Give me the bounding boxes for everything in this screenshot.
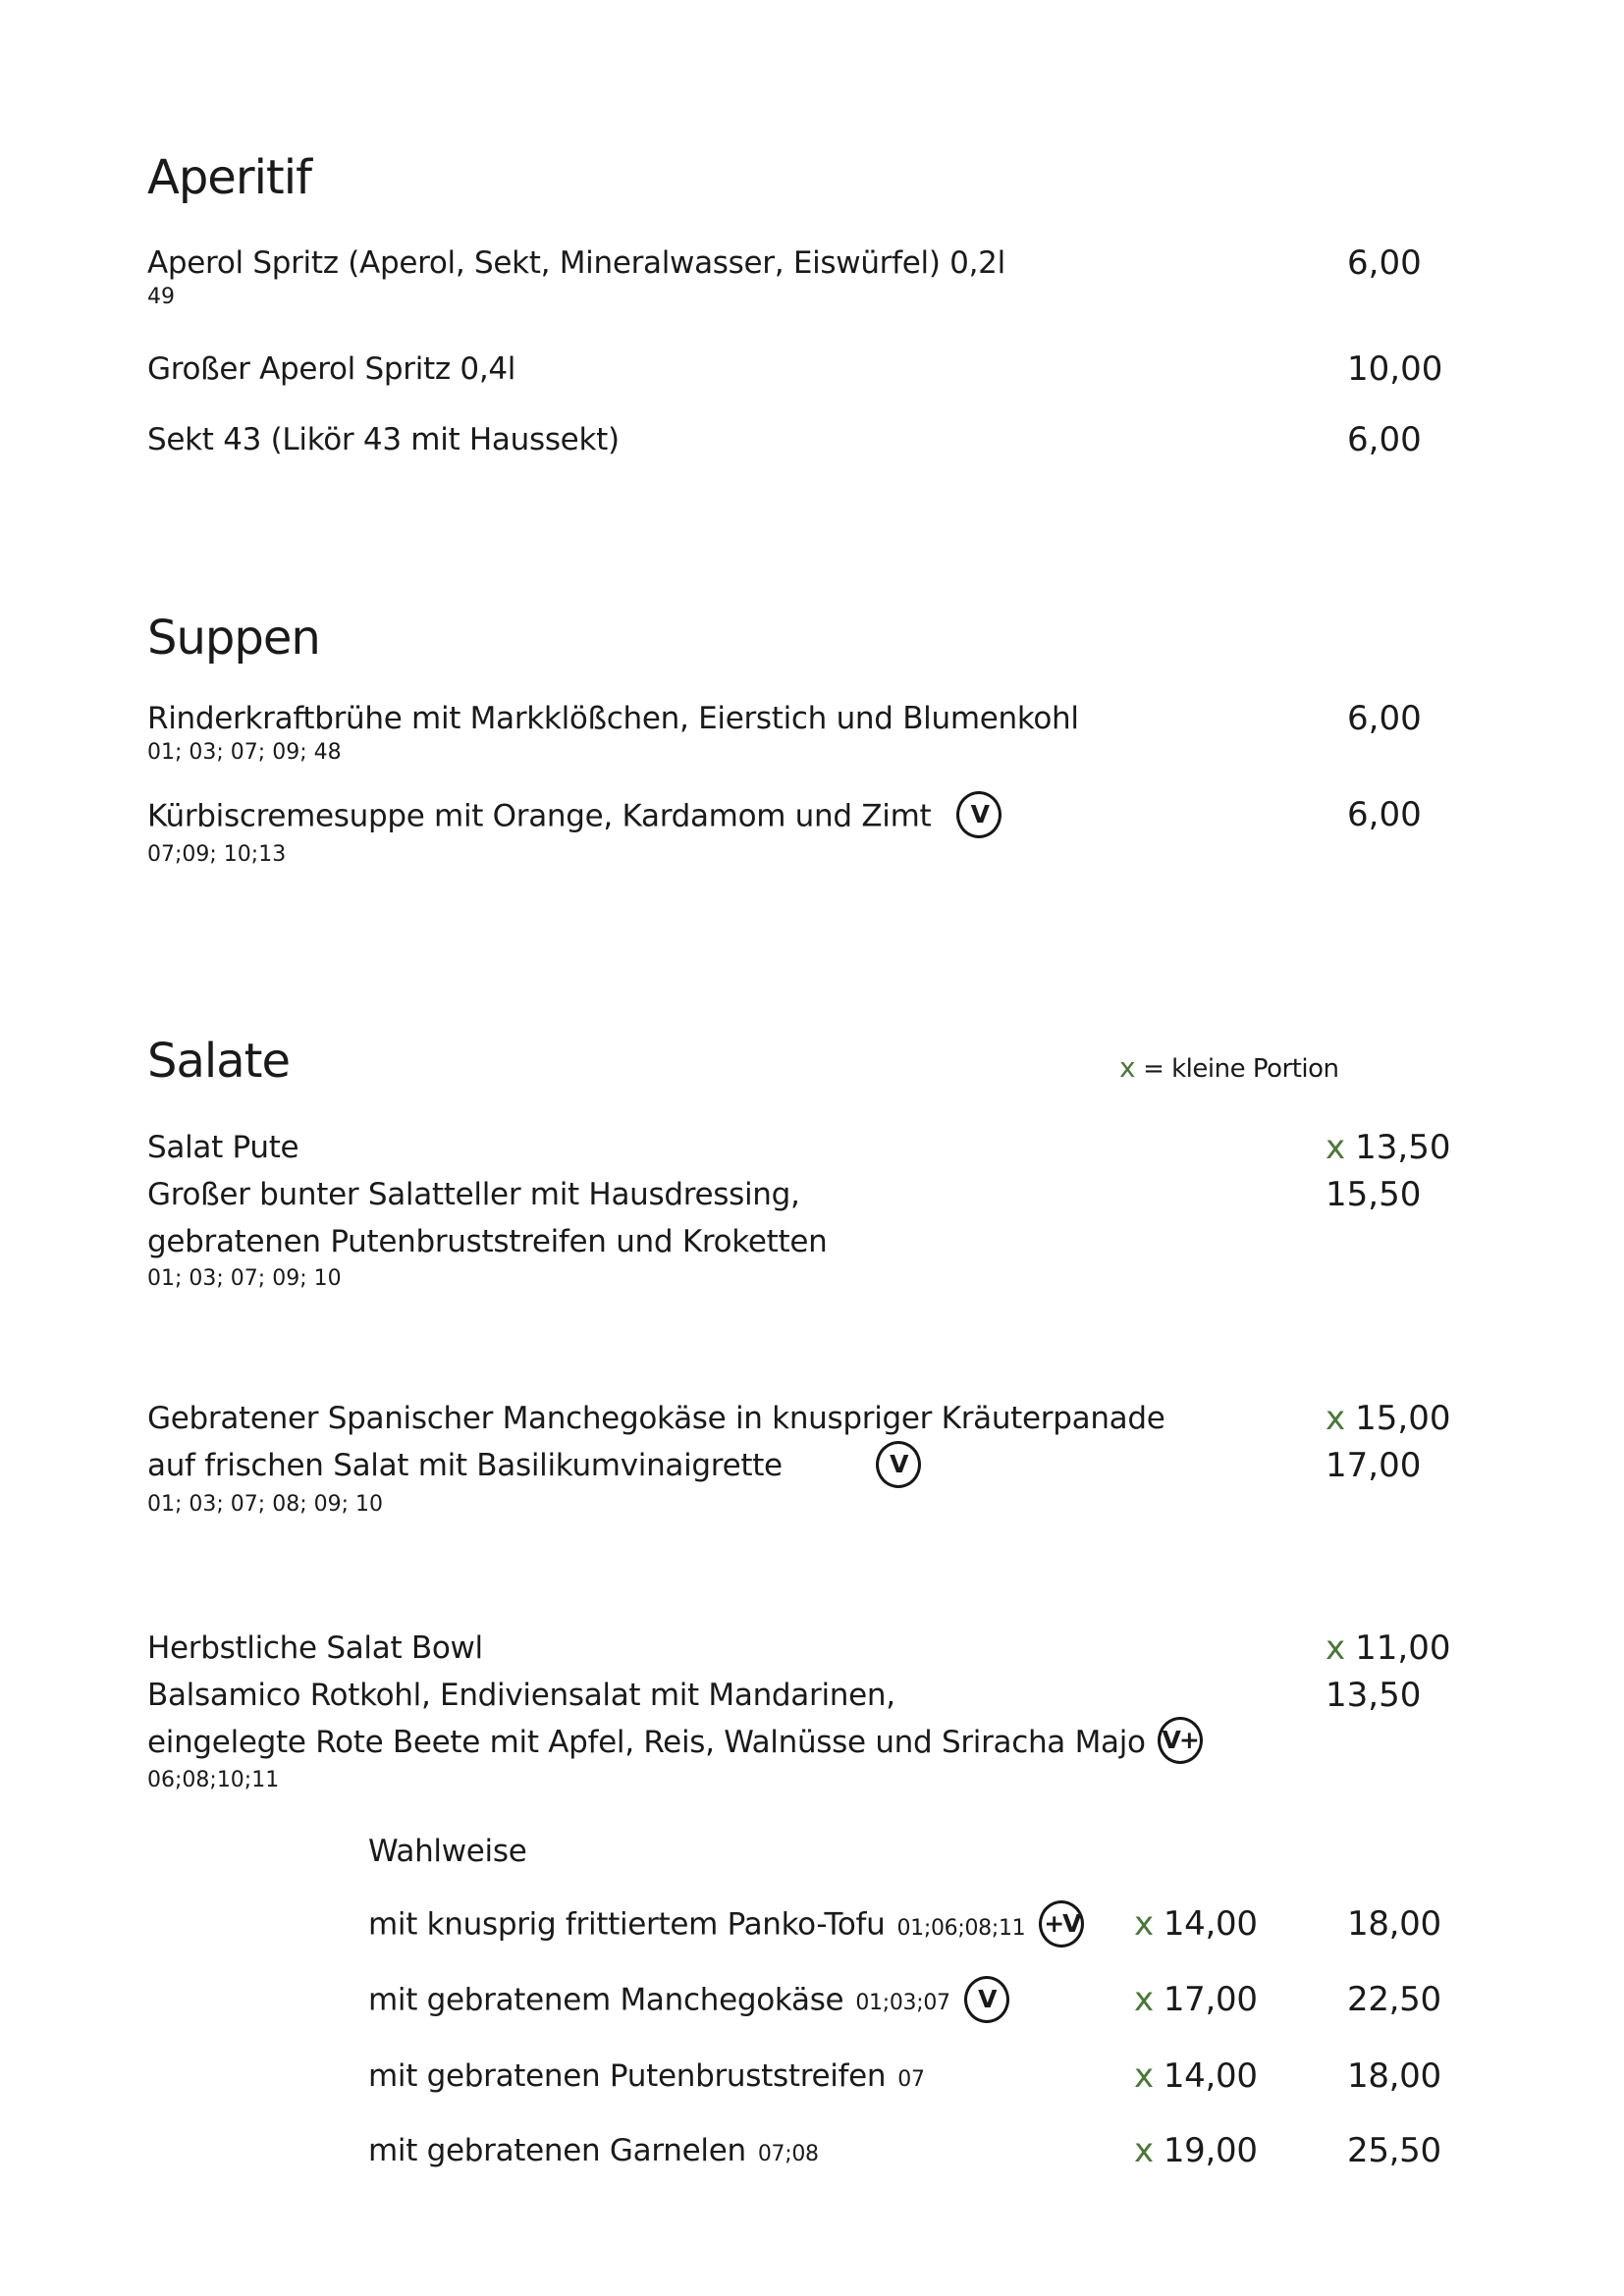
menu-item-herbstliche-salat-bowl xyxy=(147,1625,1575,1795)
section-title-suppen: Suppen xyxy=(147,611,320,666)
menu-item-description-text: eingelegte Rote Beete mit Apfel, Reis, Walnüsse und Sriracha Majo xyxy=(147,1724,1146,1760)
option-name: mit gebratenem Manchegokäse xyxy=(368,1982,844,2017)
vegan-icon: +V xyxy=(1039,1900,1084,1948)
allergen-codes: 07;08 xyxy=(757,2142,819,2166)
item-price: 6,00 xyxy=(1347,243,1422,283)
item-price: 15,50 xyxy=(1326,1175,1422,1214)
allergen-codes: 07 xyxy=(897,2067,925,2092)
menu-item-description xyxy=(147,1719,1575,1768)
wahlweise-option-garnelen xyxy=(147,2129,1624,2176)
menu-item-grosser-aperol-spritz xyxy=(147,348,1575,390)
menu-item-name: Rinderkraftbrühe mit Markklößchen, Eierstich und Blumenkohl xyxy=(147,701,1079,736)
menu-item-aperol-spritz xyxy=(147,242,1575,311)
menu-item-name-text: Kürbiscremesuppe mit Orange, Kardamom und Zimt xyxy=(147,798,932,834)
small-portion-legend-text: = kleine Portion xyxy=(1143,1054,1339,1084)
item-price: 18,00 xyxy=(1347,1904,1441,1944)
price-pair xyxy=(1326,1625,1450,1719)
small-portion-symbol: x xyxy=(1326,1628,1346,1668)
small-portion-price: x 17,00 xyxy=(1134,1979,1258,2019)
option-name: mit knusprig frittiertem Panko-Tofu xyxy=(368,1906,886,1943)
menu-item-description: Großer bunter Salatteller mit Hausdressing, xyxy=(147,1177,800,1212)
allergen-codes: 07;09; 10;13 xyxy=(147,842,287,867)
wahlweise-option-manchegokaese xyxy=(147,1978,1624,2026)
menu-item-name: Großer Aperol Spritz 0,4l xyxy=(147,351,516,387)
item-price: 22,50 xyxy=(1347,1979,1441,2019)
price-pair xyxy=(1326,1395,1450,1489)
small-portion-symbol: x xyxy=(1134,2131,1154,2170)
menu-item-manchegokaese-salat xyxy=(147,1395,1575,1519)
vegetarian-icon: V xyxy=(964,1976,1009,2023)
small-portion-price: x 19,00 xyxy=(1134,2131,1258,2170)
wahlweise-title: Wahlweise xyxy=(368,1834,527,1869)
small-portion-price: x 15,00 xyxy=(1326,1399,1451,1438)
section-title-aperitif: Aperitif xyxy=(147,150,311,205)
menu-item-kuerbiscremesuppe xyxy=(147,794,1575,869)
item-price: 6,00 xyxy=(1347,420,1422,459)
item-price: 13,50 xyxy=(1326,1675,1422,1715)
allergen-codes: 01;06;08;11 xyxy=(896,1915,1026,1941)
allergen-codes: 06;08;10;11 xyxy=(147,1768,280,1792)
small-portion-symbol: x xyxy=(1119,1051,1136,1084)
small-portion-price: x 14,00 xyxy=(1134,2056,1258,2096)
menu-item-salat-pute xyxy=(147,1124,1575,1293)
wahlweise-option-panko-tofu xyxy=(147,1902,1624,1950)
allergen-codes: 01;03;07 xyxy=(855,1991,950,2015)
small-portion-symbol: x xyxy=(1134,1979,1154,2019)
small-portion-price: x 14,00 xyxy=(1134,1904,1258,1944)
menu-item-name: Salat Pute xyxy=(147,1130,299,1165)
small-portion-price: x 13,50 xyxy=(1326,1128,1451,1167)
item-price: 6,00 xyxy=(1347,795,1422,834)
option-name: mit gebratenen Putenbruststreifen xyxy=(368,2058,887,2094)
option-name: mit gebratenen Garnelen xyxy=(368,2133,746,2168)
allergen-codes: 01; 03; 07; 08; 09; 10 xyxy=(147,1491,383,1517)
item-price: 18,00 xyxy=(1347,2056,1441,2096)
menu-item-name: Herbstliche Salat Bowl xyxy=(147,1629,483,1666)
menu-item-name: Gebratener Spanischer Manchegokäse in knuspriger Kräuterpanade xyxy=(147,1401,1165,1436)
vegetarian-icon: V xyxy=(956,791,1001,838)
menu-item-name: Sekt 43 (Likör 43 mit Haussekt) xyxy=(147,422,620,457)
menu-item-sekt-43 xyxy=(147,419,1575,460)
small-portion-symbol: x xyxy=(1134,1904,1154,1944)
menu-item-description: gebratenen Putenbruststreifen und Kroketten xyxy=(147,1224,828,1259)
item-price: 6,00 xyxy=(1347,699,1422,738)
vegan-icon: V+ xyxy=(1158,1717,1203,1764)
small-portion-legend xyxy=(1119,1051,1339,1084)
menu-item-description: Balsamico Rotkohl, Endiviensalat mit Mandarinen, xyxy=(147,1677,895,1713)
item-price: 10,00 xyxy=(1347,349,1443,389)
wahlweise-option-putenbruststreifen xyxy=(147,2055,1624,2102)
salate-section-header xyxy=(147,1026,1624,1096)
menu-item-name: Aperol Spritz (Aperol, Sekt, Mineralwasser, Eiswürfel) 0,2l xyxy=(147,245,1005,281)
menu-item-description-text: auf frischen Salat mit Basilikumvinaigrette xyxy=(147,1448,783,1483)
allergen-codes: 01; 03; 07; 09; 10 xyxy=(147,1266,342,1291)
vegetarian-icon: V xyxy=(876,1441,921,1488)
allergen-codes: 49 xyxy=(147,285,175,309)
item-price: 17,00 xyxy=(1326,1446,1422,1485)
small-portion-symbol: x xyxy=(1134,2056,1154,2096)
small-portion-price: x 11,00 xyxy=(1326,1628,1451,1668)
small-portion-symbol: x xyxy=(1326,1399,1346,1438)
price-pair xyxy=(1326,1124,1450,1218)
small-portion-symbol: x xyxy=(1326,1128,1346,1167)
menu-item-rinderkraftbruehe xyxy=(147,698,1575,767)
section-title-salate: Salate xyxy=(147,1034,290,1089)
item-price: 25,50 xyxy=(1347,2131,1441,2170)
allergen-codes: 01; 03; 07; 09; 48 xyxy=(147,740,342,765)
